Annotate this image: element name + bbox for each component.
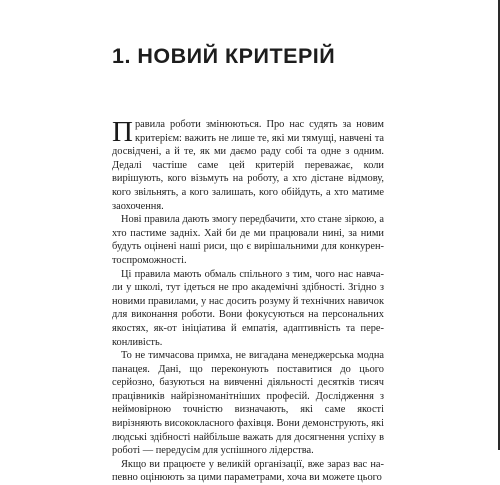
- paragraph-2: Нові правила дають змогу передбачити, хто стане зіркою, а хто пастиме задніх. Хай би де ми працювали нині, за ними будуть оцінені наші риси, що є вирішальними для конкурентоспроможності.: [112, 214, 384, 266]
- chapter-title: 1. НОВИЙ КРИТЕРІЙ: [112, 44, 336, 68]
- body-text: [112, 118, 384, 485]
- paragraph-3: Ці правила мають обмаль спільного з тим, чого нас навчали у школі, тут ідеться не про академічні здібності. Згідно з новими правилами, у нас досить розуму й технічних навичок для виконання роботи. Вони фокусуються на персональних якостях, як-от ініціатива й емпатія, адаптивність та переконливість.: [112, 268, 384, 348]
- paragraph-1: [112, 118, 384, 213]
- paragraph-1-text: равила роботи змінюються. Про нас судять за новим критерієм: важить не лише те, які ми тямущі, навчені та досвідчені, а й те, як ми даємо раду собі та одне з одним. Дедалі частіше саме цей критерій переважає, коли вирішують, кого візьмуть на роботу, а хто дістане відмову, кого звільнять, а кого залишать, кого обійдуть, а хто матиме заохочення.: [112, 119, 384, 212]
- paragraph-5: Якщо ви працюєте у великій організації, вже зараз вас напевно оцінюють за цими параметрами, хоча ви можете цього: [112, 458, 384, 484]
- paragraph-4: То не тимчасова примха, не вигадана менеджерська модна панацея. Дані, що переконують поставитися до цього серйозно, базуються на вивченні діяльності десятків тисяч працівників найрізноманітніших професій. Дослідження з неймовірною точністю визначають, які саме якості вирізняють висококласного фахівця. Вони демонструють, які людські здібності найбільше важать для досягнення успіху в роботі — передусім для успішного лідерства.: [112, 350, 384, 457]
- drop-cap: П: [112, 116, 133, 148]
